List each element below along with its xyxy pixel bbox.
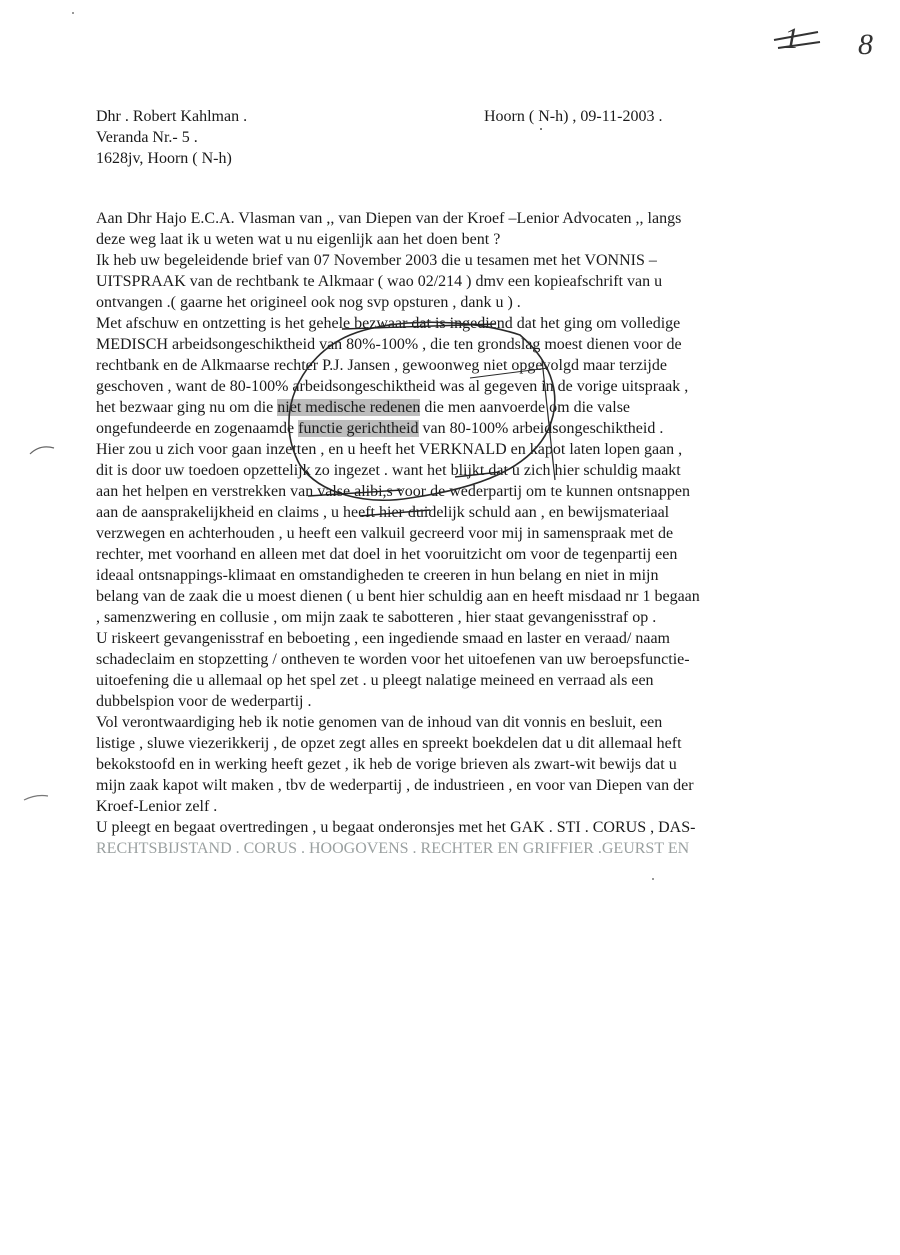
body-line: rechtbank en de Alkmaarse rechter P.J. Jansen , gewoonweg niet opgevolgd maar terzijde [96, 357, 667, 374]
body-line: Kroef-Lenior zelf . [96, 798, 218, 815]
speck [72, 12, 74, 14]
body-line: aan de aansprakelijkheid en claims , u heeft hier duidelijk schuld aan , en bewijsmateriaal [96, 504, 670, 521]
struck-page-number: 1 [784, 22, 799, 55]
body-line: UITSPRAAK van de rechtbank te Alkmaar ( wao 02/214 ) dmv een kopieafschrift van u [96, 273, 663, 290]
body-line-text: die men aanvoerde om die valse [420, 399, 631, 416]
margin-scribble [28, 440, 58, 460]
body-line: uitoefening die u allemaal op het spel zet . u pleegt nalatige meineed en verraad als een [96, 672, 654, 689]
body-line: Ik heb uw begeleidende brief van 07 November 2003 die u tesamen met het VONNIS – [96, 252, 657, 269]
body-line: U riskeert gevangenisstraf en beboeting , een ingediende smaad en laster en veraad/ naam [96, 630, 670, 647]
strikethrough-scribble [770, 18, 830, 58]
highlighted-phrase: functie gerichtheid [298, 420, 419, 437]
body-line: bekokstoofd en in werking heeft gezet , ik heb de vorige brieven als zwart-wit bewijs dat u [96, 756, 677, 773]
sender-name: Dhr . Robert Kahlman . [96, 108, 248, 125]
body-line: aan het helpen en verstrekken van valse alibi,s voor de wederpartij om te kunnen ontsnappen [96, 483, 691, 500]
body-line: mijn zaak kapot wilt maken , tbv de wederpartij , de industrieen , en voor van Diepen van der [96, 777, 694, 794]
body-line: belang van de zaak die u moest dienen ( u bent hier schuldig aan en heeft misdaad nr 1 begaan [96, 588, 700, 605]
speck [540, 128, 542, 130]
body-line: dit is door uw toedoen opzettelijk zo ingezet . want het blijkt dat u zich hier schuldig maakt [96, 462, 681, 479]
body-line-text: ongefundeerde en zogenaamde [96, 420, 299, 437]
body-line: geschoven , want de 80-100% arbeidsongeschiktheid was al gegeven in de vorige uitspraak , [96, 378, 689, 395]
body-line: ontvangen .( gaarne het origineel ook nog svp opsturen , dank u ) . [96, 294, 521, 311]
sender-postal-city: 1628jv, Hoorn ( N-h) [96, 150, 232, 167]
highlighted-phrase: niet medische redenen [277, 399, 421, 416]
body-line: deze weg laat ik u weten wat u nu eigenlijk aan het doen bent ? [96, 231, 501, 248]
body-line: Vol verontwaardiging heb ik notie genomen van de inhoud van dit vonnis en besluit, een [96, 714, 663, 731]
place-and-date: Hoorn ( N-h) , 09-11-2003 . [484, 108, 663, 125]
body-line: MEDISCH arbeidsongeschiktheid van 80%-100% , die ten grondslag moest dienen voor de [96, 336, 682, 353]
body-line: Hier zou u zich voor gaan inzetten , en u heeft het VERKNALD en kapot laten lopen gaan , [96, 441, 683, 458]
sender-street: Veranda Nr.- 5 . [96, 129, 198, 146]
body-line [96, 418, 808, 439]
body-line: dubbelspion voor de wederpartij . [96, 693, 312, 710]
letter-body [96, 208, 808, 859]
sender-address-block [96, 106, 247, 169]
body-line: listige , sluwe viezerikkerij , de opzet zegt alles en spreekt boekdelen dat u dit allemaal heft [96, 735, 682, 752]
body-line: U pleegt en begaat overtredingen , u begaat onderonsjes met het GAK . STI . CORUS , DAS- [96, 819, 696, 836]
margin-scribble [22, 788, 52, 808]
speck [652, 878, 654, 880]
handwritten-page-number: 8 [858, 28, 873, 61]
body-line: Aan Dhr Hajo E.C.A. Vlasman van ,, van Diepen van der Kroef –Lenior Advocaten ,, langs [96, 210, 682, 227]
body-line: verzwegen en achterhouden , u heeft een valkuil gecreerd voor mij in samenspraak met de [96, 525, 674, 542]
body-line: RECHTSBIJSTAND . CORUS . HOOGOVENS . RECHTER EN GRIFFIER .GEURST EN [96, 840, 690, 857]
body-line: rechter, met voorhand en alleen met dat doel in het vooruitzicht om voor de tegenpartij een [96, 546, 678, 563]
body-line-text: het bezwaar ging nu om die [96, 399, 278, 416]
body-line: , samenzwering en collusie , om mijn zaak te sabotteren , hier staat gevangenisstraf op . [96, 609, 657, 626]
handwritten-page-marks [770, 18, 890, 68]
body-line: schadeclaim en stopzetting / ontheven te worden voor het uitoefenen van uw beroepsfunctie- [96, 651, 690, 668]
body-line: Met afschuw en ontzetting is het gehele bezwaar dat is ingediend dat het ging om volledige [96, 315, 681, 332]
body-line: ideaal ontsnappings-klimaat en omstandigheden te creeren in hun belang en niet in mijn [96, 567, 659, 584]
body-line-text: van 80-100% arbeidsongeschiktheid . [418, 420, 664, 437]
body-line [96, 397, 808, 418]
